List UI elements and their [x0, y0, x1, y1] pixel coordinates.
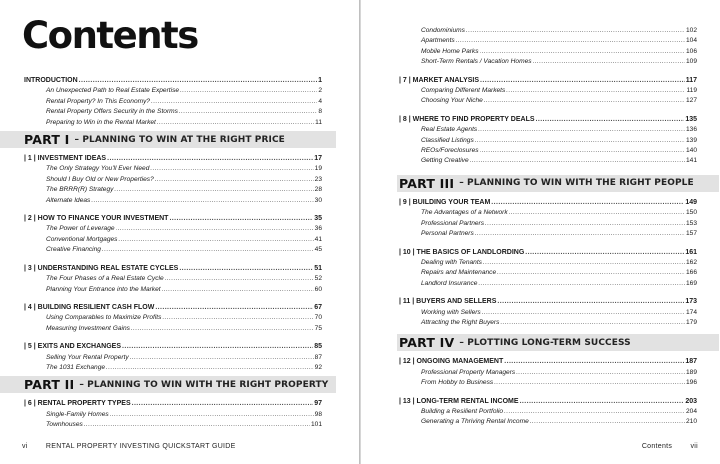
entry-page-number: 179: [685, 318, 697, 326]
toc-spacer: [24, 334, 322, 342]
part-title: – PLOTTING LONG-TERM SUCCESS: [459, 337, 631, 348]
entry-title: | 1 | INVESTMENT IDEAS: [24, 155, 107, 163]
dot-leader: [91, 196, 313, 206]
dot-leader: [484, 96, 685, 106]
toc-chapter-entry[interactable]: [24, 76, 322, 86]
toc-chapter-entry[interactable]: [399, 115, 697, 125]
dot-leader: [475, 229, 685, 239]
entry-page-number: 67: [314, 303, 322, 311]
dot-leader: [132, 399, 314, 409]
entry-title: Real Estate Agents: [421, 126, 478, 134]
dot-leader: [478, 125, 685, 135]
dot-leader: [114, 185, 313, 195]
entry-title: Comparing Different Markets: [421, 87, 506, 95]
entry-title: Landlord Insurance: [421, 279, 478, 287]
toc-section-entry[interactable]: [399, 208, 697, 218]
dot-leader: [506, 86, 685, 96]
entry-page-number: 174: [685, 308, 697, 316]
toc-section-entry[interactable]: [399, 279, 697, 289]
entry-title: Professional Property Managers: [421, 368, 516, 376]
entry-page-number: 8: [318, 108, 322, 116]
entry-title: Getting Creative: [421, 157, 469, 165]
toc-section-entry[interactable]: [399, 268, 697, 278]
entry-page-number: 135: [685, 115, 697, 123]
entry-title: Condominiums: [421, 27, 465, 34]
toc-spacer: [24, 295, 322, 303]
part-number: PART II: [24, 377, 75, 393]
entry-page-number: 87: [314, 353, 322, 361]
part-number: PART IV: [399, 335, 455, 351]
toc-group: [24, 154, 322, 373]
entry-title: Choosing Your Niche: [421, 97, 483, 105]
entry-page-number: 203: [685, 397, 697, 405]
entry-title: Apartments: [421, 37, 455, 45]
entry-page-number: 210: [685, 418, 697, 426]
dot-leader: [84, 420, 310, 430]
toc-section-entry[interactable]: [399, 318, 697, 328]
entry-title: Attracting the Right Buyers: [421, 318, 500, 326]
dot-leader: [169, 214, 313, 224]
entry-title: Rental Property? In This Economy?: [46, 97, 151, 105]
entry-title: | 2 | HOW TO FINANCE YOUR INVESTMENT: [24, 215, 169, 223]
part-number: PART I: [24, 132, 70, 148]
dot-leader: [157, 118, 314, 128]
dot-leader: [150, 164, 313, 174]
dot-leader: [530, 417, 685, 427]
entry-title: | 5 | EXITS AND EXCHANGES: [24, 343, 122, 351]
toc-section-entry[interactable]: [399, 229, 697, 239]
toc-section-entry[interactable]: [24, 164, 322, 174]
toc-section-entry[interactable]: [399, 417, 697, 427]
entry-title: Single-Family Homes: [46, 410, 109, 418]
entry-title: Townhouses: [46, 421, 83, 429]
entry-page-number: 92: [314, 363, 322, 371]
entry-title: Alternate Ideas: [46, 196, 91, 204]
entry-page-number: 189: [685, 368, 697, 376]
dot-leader: [504, 407, 685, 417]
toc-section-entry[interactable]: [24, 118, 322, 128]
entry-title: Personal Partners: [421, 230, 474, 238]
dot-leader: [110, 410, 314, 420]
toc-section-entry[interactable]: [399, 57, 697, 67]
toc-section-entry[interactable]: [399, 36, 697, 46]
entry-title: The Power of Leverage: [46, 225, 115, 233]
entry-page-number: 140: [685, 147, 697, 155]
entry-page-number: 45: [314, 246, 322, 254]
dot-leader: [480, 146, 685, 156]
toc-section-entry[interactable]: [24, 363, 322, 373]
dot-leader: [466, 26, 685, 36]
dot-leader: [155, 303, 313, 313]
toc-chapter-entry[interactable]: [399, 248, 697, 258]
toc-chapter-entry[interactable]: [399, 397, 697, 407]
toc-section-entry[interactable]: [24, 185, 322, 195]
dot-leader: [478, 279, 685, 289]
toc-spacer: [399, 240, 697, 248]
dot-leader: [475, 136, 685, 146]
entry-page-number: 187: [685, 358, 697, 366]
entry-title: Selling Your Rental Property: [46, 353, 129, 361]
dot-leader: [533, 57, 685, 67]
entry-title: | 12 | ONGOING MANAGEMENT: [399, 358, 504, 366]
toc-section-entry[interactable]: [24, 420, 322, 430]
part-heading: [0, 376, 336, 393]
dot-leader: [485, 219, 685, 229]
entry-page-number: 70: [314, 314, 322, 322]
entry-page-number: 97: [314, 400, 322, 408]
entry-title: | 9 | BUILDING YOUR TEAM: [399, 198, 491, 206]
toc-section-entry[interactable]: [399, 308, 697, 318]
entry-page-number: 117: [685, 76, 697, 84]
entry-page-number: 169: [685, 279, 697, 287]
toc-section-entry[interactable]: [24, 224, 322, 234]
page-title: Contents: [22, 14, 198, 57]
toc-spacer: [399, 389, 697, 397]
toc-chapter-entry[interactable]: [399, 76, 697, 86]
toc-chapter-entry[interactable]: [399, 357, 697, 367]
entry-page-number: 104: [685, 37, 697, 45]
dot-leader: [491, 198, 684, 208]
toc-section-entry[interactable]: [399, 258, 697, 268]
entry-title: | 3 | UNDERSTANDING REAL ESTATE CYCLES: [24, 264, 179, 272]
dot-leader: [151, 97, 317, 107]
entry-page-number: 162: [685, 258, 697, 266]
dot-leader: [516, 368, 685, 378]
entry-title: Rental Property Offers Security in the Storms: [46, 108, 178, 116]
toc-section-entry[interactable]: [399, 378, 697, 388]
toc-section-entry[interactable]: [399, 96, 697, 106]
entry-page-number: 85: [314, 343, 322, 351]
toc-section-entry[interactable]: [24, 86, 322, 96]
entry-page-number: 204: [685, 407, 697, 415]
part-heading: [397, 175, 719, 192]
entry-title: | 4 | BUILDING RESILIENT CASH FLOW: [24, 303, 155, 311]
toc-section-entry[interactable]: [24, 107, 322, 117]
right-page: [360, 0, 720, 464]
toc-section-entry[interactable]: [24, 97, 322, 107]
toc-group: [24, 399, 322, 430]
part-number: PART III: [399, 175, 455, 191]
folio: vii: [690, 443, 698, 450]
dot-leader: [470, 156, 685, 166]
entry-page-number: 2: [318, 87, 322, 95]
entry-title: | 11 | BUYERS AND SELLERS: [399, 298, 497, 306]
running-head: Contents: [641, 443, 673, 450]
toc-section-entry[interactable]: [24, 274, 322, 284]
toc-section-entry[interactable]: [24, 235, 322, 245]
dot-leader: [130, 353, 314, 363]
dot-leader: [162, 313, 313, 323]
dot-leader: [509, 208, 685, 218]
toc-group: [399, 26, 697, 167]
toc-spacer: [24, 256, 322, 264]
entry-page-number: 51: [314, 264, 322, 272]
entry-title: Generating a Thriving Rental Income: [421, 418, 529, 426]
entry-page-number: 1: [318, 77, 322, 84]
dot-leader: [118, 235, 313, 245]
dot-leader: [155, 175, 314, 185]
toc-chapter-entry[interactable]: [399, 297, 697, 307]
dot-leader: [131, 324, 314, 334]
entry-title: From Hobby to Business: [421, 379, 494, 387]
dot-leader: [179, 264, 313, 274]
entry-title: | 6 | RENTAL PROPERTY TYPES: [24, 400, 131, 408]
entry-title: Short-Term Rentals / Vacation Homes: [421, 58, 532, 66]
part-title: – PLANNING TO WIN AT THE RIGHT PRICE: [74, 134, 285, 145]
entry-page-number: 153: [685, 219, 697, 227]
entry-title: An Unexpected Path to Real Estate Expertise: [46, 87, 180, 95]
toc-section-entry[interactable]: [399, 125, 697, 135]
toc-section-entry[interactable]: [24, 196, 322, 206]
entry-page-number: 149: [685, 198, 697, 206]
page-footer: [22, 443, 236, 450]
toc-section-entry[interactable]: [24, 353, 322, 363]
entry-title: | 10 | THE BASICS OF LANDLORDING: [399, 248, 525, 256]
folio: vi: [22, 443, 28, 450]
entry-title: Professional Partners: [421, 219, 485, 227]
part-heading: [0, 131, 336, 148]
toc-section-entry[interactable]: [399, 156, 697, 166]
toc-section-entry[interactable]: [24, 324, 322, 334]
entry-title: | 13 | LONG-TERM RENTAL INCOME: [399, 397, 519, 405]
entry-title: Repairs and Maintenance: [421, 269, 497, 277]
dot-leader: [102, 245, 314, 255]
entry-page-number: 52: [314, 275, 322, 283]
entry-title: The 1031 Exchange: [46, 363, 106, 371]
entry-page-number: 109: [685, 58, 697, 66]
toc-section-entry[interactable]: [24, 285, 322, 295]
entry-title: Working with Sellers: [421, 308, 481, 316]
entry-page-number: 173: [685, 298, 697, 306]
dot-leader: [497, 297, 684, 307]
entry-page-number: 101: [310, 421, 322, 429]
dot-leader: [180, 86, 317, 96]
dot-leader: [482, 308, 685, 318]
entry-title: The BRRR(R) Strategy: [46, 186, 114, 194]
entry-page-number: 36: [314, 225, 322, 233]
dot-leader: [504, 357, 684, 367]
toc-section-entry[interactable]: [24, 245, 322, 255]
entry-title: | 7 | MARKET ANALYSIS: [399, 76, 480, 84]
entry-page-number: 102: [685, 27, 697, 34]
entry-page-number: 136: [685, 126, 697, 134]
running-head: RENTAL PROPERTY INVESTING QUICKSTART GUIDE: [45, 443, 236, 450]
dot-leader: [525, 248, 684, 258]
entry-title: INTRODUCTION: [24, 77, 78, 84]
entry-page-number: 119: [686, 87, 697, 95]
entry-title: Classified Listings: [421, 136, 474, 144]
entry-page-number: 19: [314, 165, 322, 173]
toc-section-entry[interactable]: [399, 86, 697, 96]
entry-title: | 8 | WHERE TO FIND PROPERTY DEALS: [399, 115, 535, 123]
entry-page-number: 11: [315, 118, 322, 126]
page-footer: [642, 443, 698, 450]
toc-section-entry[interactable]: [399, 146, 697, 156]
part-heading: [397, 334, 719, 351]
toc-chapter-entry[interactable]: [24, 399, 322, 409]
toc-section-entry[interactable]: [399, 368, 697, 378]
dot-leader: [494, 378, 685, 388]
entry-page-number: 60: [314, 285, 322, 293]
toc-section-entry[interactable]: [24, 175, 322, 185]
dot-leader: [520, 397, 685, 407]
entry-page-number: 41: [314, 235, 322, 243]
toc-chapter-entry[interactable]: [24, 264, 322, 274]
toc-group: [24, 76, 322, 128]
toc-spacer: [399, 289, 697, 297]
entry-title: Mobile Home Parks: [421, 47, 479, 55]
entry-title: Planning Your Entrance into the Market: [46, 285, 161, 293]
toc-spacer: [399, 107, 697, 115]
entry-title: Preparing to Win in the Rental Market: [46, 118, 156, 126]
dot-leader: [107, 154, 313, 164]
toc-chapter-entry[interactable]: [24, 214, 322, 224]
toc-group: [399, 198, 697, 328]
toc-section-entry[interactable]: [24, 313, 322, 323]
dot-leader: [536, 115, 685, 125]
dot-leader: [179, 107, 317, 117]
entry-title: The Advantages of a Network: [421, 209, 508, 217]
part-title: – PLANNING TO WIN WITH THE RIGHT PEOPLE: [459, 178, 694, 189]
entry-title: Creative Financing: [46, 246, 101, 254]
toc-left-column: [24, 76, 329, 431]
toc-section-entry[interactable]: [399, 47, 697, 57]
entry-title: Measuring Investment Gains: [46, 324, 130, 332]
dot-leader: [483, 258, 685, 268]
entry-page-number: 166: [685, 269, 697, 277]
entry-title: The Only Strategy You'll Ever Need: [46, 165, 150, 173]
entry-page-number: 35: [314, 215, 322, 223]
entry-title: Should I Buy Old or New Properties?: [46, 175, 154, 183]
dot-leader: [500, 318, 685, 328]
toc-section-entry[interactable]: [24, 410, 322, 420]
toc-section-entry[interactable]: [399, 136, 697, 146]
entry-title: The Four Phases of a Real Estate Cycle: [46, 275, 164, 283]
dot-leader: [456, 36, 685, 46]
entry-page-number: 150: [685, 209, 697, 217]
part-title: – PLANNING TO WIN WITH THE RIGHT PROPERTY: [79, 379, 329, 390]
toc-chapter-entry[interactable]: [399, 198, 697, 208]
entry-page-number: 139: [685, 136, 697, 144]
toc-spacer: [24, 206, 322, 214]
entry-title: Dealing with Tenants: [421, 258, 482, 266]
toc-chapter-entry[interactable]: [24, 154, 322, 164]
entry-page-number: 106: [685, 47, 697, 55]
toc-spacer: [399, 68, 697, 76]
entry-page-number: 98: [314, 410, 322, 418]
entry-page-number: 127: [685, 97, 697, 105]
entry-title: REOs/Foreclosures: [421, 147, 479, 155]
dot-leader: [116, 224, 314, 234]
entry-page-number: 28: [314, 186, 322, 194]
toc-section-entry[interactable]: [399, 26, 697, 36]
entry-page-number: 141: [685, 157, 697, 165]
dot-leader: [480, 76, 685, 86]
entry-page-number: 4: [318, 97, 322, 105]
entry-page-number: 75: [314, 324, 322, 332]
dot-leader: [106, 363, 314, 373]
toc-section-entry[interactable]: [399, 219, 697, 229]
entry-page-number: 157: [685, 230, 697, 238]
toc-section-entry[interactable]: [399, 407, 697, 417]
entry-title: Conventional Mortgages: [46, 235, 118, 243]
dot-leader: [165, 274, 314, 284]
entry-title: Using Comparables to Maximize Profits: [46, 314, 162, 322]
entry-page-number: 196: [685, 379, 697, 387]
dot-leader: [480, 47, 685, 57]
entry-page-number: 161: [685, 248, 697, 256]
entry-page-number: 30: [314, 196, 322, 204]
toc-group: [399, 357, 697, 427]
dot-leader: [162, 285, 314, 295]
toc-chapter-entry[interactable]: [24, 342, 322, 352]
toc-chapter-entry[interactable]: [24, 303, 322, 313]
dot-leader: [79, 76, 317, 86]
dot-leader: [497, 268, 685, 278]
toc-right-column: [399, 26, 697, 428]
dot-leader: [122, 342, 313, 352]
entry-page-number: 23: [314, 175, 322, 183]
entry-page-number: 17: [314, 155, 322, 163]
entry-title: Building a Resilient Portfolio: [421, 407, 504, 415]
